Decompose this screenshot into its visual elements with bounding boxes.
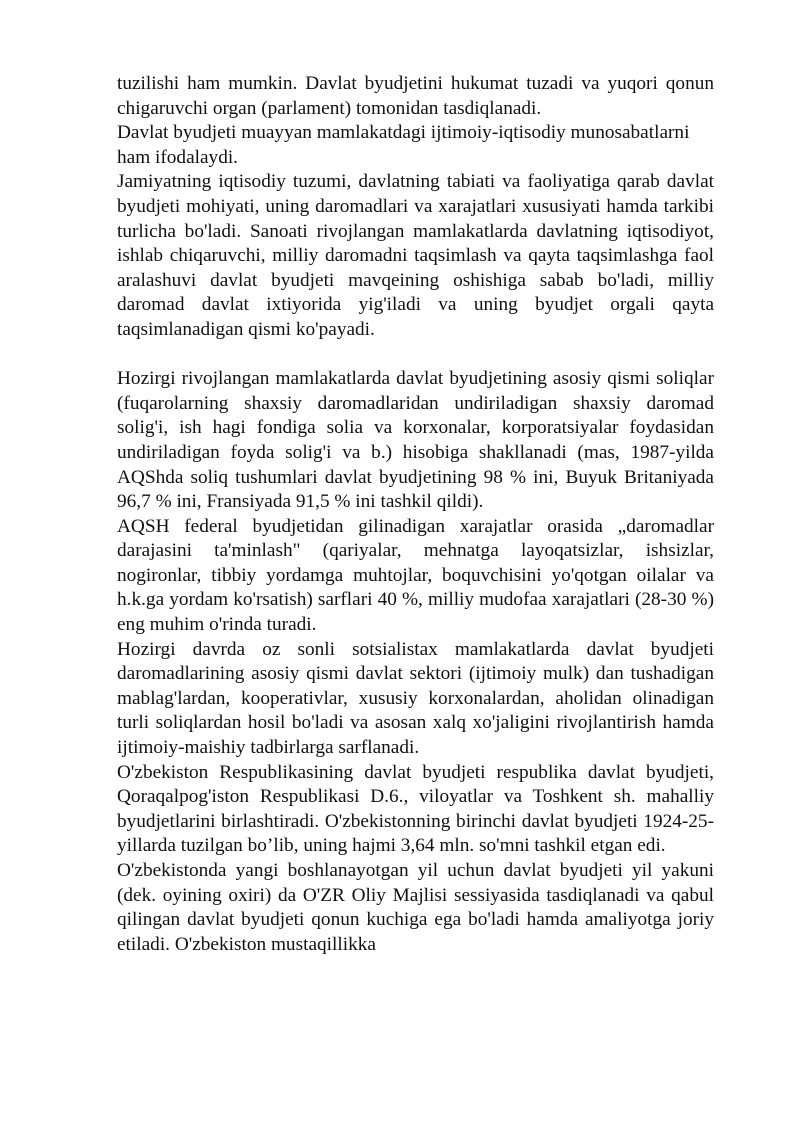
- document-page: [117, 72, 714, 957]
- paragraph-usa-federal-budget: AQSH federal byudjetidan gilinadigan xarajatlar orasida „daromadlar darajasini ta'minlash" (qariyalar, mehnatga layoqatsizlar, ishsizlar, nogironlar, tibbiy yordamga muhtojlar, boquvchisini yo'qotgan oilalar va h.k.ga yordam ko'rsatish) sarflari 40 %, milliy mudofaa xarajatlari (28-30 %) eng muhim o'rinda turadi.: [117, 515, 714, 636]
- paragraph-economic-system: Jamiyatning iqtisodiy tuzumi, davlatning tabiati va faoliyatiga qarab davlat byudjeti mohiyati, uning daromadlari va xarajatlari xususiyati hamda tarkibi turlicha bo'ladi. Sanoati rivojlangan mamlakatlarda davlatning iqtisodiyot, ishlab chiqaruvchi, milliy daromadni taqsimlash va qayta taqsimlashga faol aralashuvi davlat byudjeti mavqeining oshishiga sabab bo'ladi, milliy daromad davlat ixtiyorida yig'iladi va uning byudjet orgali qayta taqsimlanadigan qismi ko'payadi.: [117, 171, 714, 340]
- paragraph-socioeconomic-relations: Davlat byudjeti muayyan mamlakatdagi ijtimoiy-iqtisodiy munosabatlarni ham ifodalaydi.: [117, 122, 690, 168]
- paragraph-spacer: [117, 343, 714, 368]
- paragraph-budget-intro: tuzilishi ham mumkin. Davlat byudjetini hukumat tuzadi va yuqori qonun chigaruvchi organ (parlament) tomonidan tasdiqlanadi.: [117, 73, 714, 119]
- paragraph-uzbekistan-budget-approval: O'zbekistonda yangi boshlanayotgan yil uchun davlat byudjeti yil yakuni (dek. oyining oxiri) da O'ZR Oliy Majlisi sessiyasida tasdiqlanadi va qabul qilingan davlat byudjeti qonun kuchiga ega bo'ladi hamda amaliyotga joriy etiladi. O'zbekiston mustaqillikka: [117, 860, 714, 955]
- paragraph-uzbekistan-budget-structure: O'zbekiston Respublikasining davlat byudjeti respublika davlat byudjeti, Qoraqalpog'iston Respublikasi D.6., viloyatlar va Toshkent sh. mahalliy byudjetlarini birlashtiradi. O'zbekistonning birinchi davlat byudjeti 1924-25-yillarda tuzilgan bo’lib, uning hajmi 3,64 mln. so'mni tashkil etgan edi.: [117, 761, 714, 857]
- paragraph-taxes-developed-countries: Hozirgi rivojlangan mamlakatlarda davlat byudjetining asosiy qismi soliqlar (fuqarolarning shaxsiy daromadlaridan undiriladigan shaxsiy daromad solig'i, ish hagi fondiga solia va korxonalar, korporatsiyalar foydasidan undiriladigan foyda solig'i va b.) hisobiga shakllanadi (mas, 1987-yilda AQShda soliq tushumlari davlat byudjetining 98 % ini, Buyuk Britaniyada 96,7 % ini, Fransiyada 91,5 % ini tashkil qildi).: [117, 368, 714, 513]
- paragraph-socialist-countries: Hozirgi davrda oz sonli sotsialistax mamlakatlarda davlat byudjeti daromadlarining asosiy qismi davlat sektori (ijtimoiy mulk) dan tushadigan mablag'lardan, kooperativlar, xususiy korxonalardan, aholidan olinadigan turli soliqlardan hosil bo'ladi va asosan xalq xo'jaligini rivojlantirish hamda ijtimoiy-maishiy tadbirlarga sarflanadi.: [117, 638, 714, 759]
